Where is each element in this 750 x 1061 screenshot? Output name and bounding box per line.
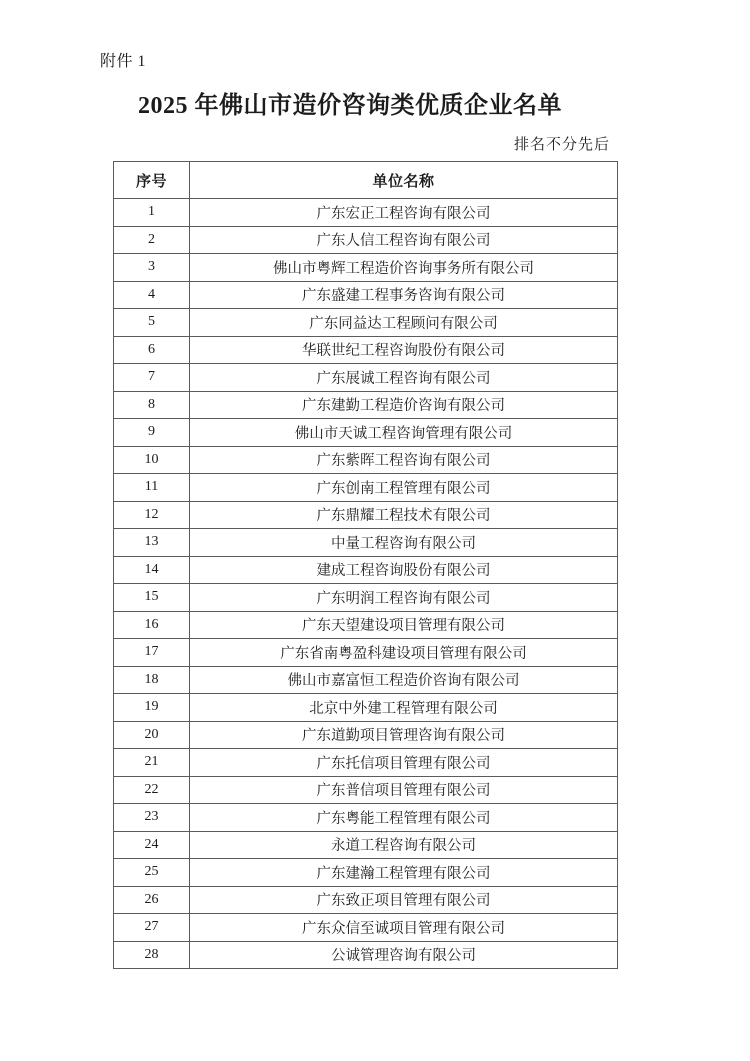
table-row: [114, 831, 618, 859]
row-index-cell: 17: [114, 639, 190, 667]
row-index-cell: 28: [114, 941, 190, 969]
table-row: [114, 639, 618, 667]
table-row: [114, 556, 618, 584]
company-name-cell: 广东宏正工程咨询有限公司: [190, 199, 618, 227]
table-row: [114, 804, 618, 832]
table-row: [114, 749, 618, 777]
row-index-cell: 23: [114, 804, 190, 832]
company-name-cell: 广东明润工程咨询有限公司: [190, 584, 618, 612]
row-index-cell: 24: [114, 831, 190, 859]
company-name-cell: 广东天望建设项目管理有限公司: [190, 611, 618, 639]
ranking-note: 排名不分先后: [513, 137, 610, 153]
table-row: [114, 281, 618, 309]
table-row: [114, 721, 618, 749]
table-row: [114, 419, 618, 447]
table-row: [114, 859, 618, 887]
row-index-cell: 13: [114, 529, 190, 557]
row-index-cell: 19: [114, 694, 190, 722]
company-name-cell: 广东人信工程咨询有限公司: [190, 226, 618, 254]
table-row: [114, 611, 618, 639]
table-row: [114, 776, 618, 804]
company-name-cell: 公诚管理咨询有限公司: [190, 941, 618, 969]
table-row: [114, 474, 618, 502]
row-index-cell: 8: [114, 391, 190, 419]
company-name-cell: 建成工程咨询股份有限公司: [190, 556, 618, 584]
row-index-cell: 2: [114, 226, 190, 254]
company-name-cell: 广东盛建工程事务咨询有限公司: [190, 281, 618, 309]
table-row: [114, 226, 618, 254]
company-name-cell: 广东创南工程管理有限公司: [190, 474, 618, 502]
row-index-cell: 11: [114, 474, 190, 502]
company-name-cell: 华联世纪工程咨询股份有限公司: [190, 336, 618, 364]
company-name-cell: 佛山市粤辉工程造价咨询事务所有限公司: [190, 254, 618, 282]
company-name-cell: 广东鼎耀工程技术有限公司: [190, 501, 618, 529]
row-index-cell: 16: [114, 611, 190, 639]
table-row: [114, 309, 618, 337]
row-index-cell: 21: [114, 749, 190, 777]
table-row: [114, 501, 618, 529]
company-name-cell: 广东同益达工程顾问有限公司: [190, 309, 618, 337]
company-table-header: [114, 162, 618, 199]
row-index-cell: 20: [114, 721, 190, 749]
company-name-cell: 广东普信项目管理有限公司: [190, 776, 618, 804]
company-name-cell: 广东紫晖工程咨询有限公司: [190, 446, 618, 474]
company-name-cell: 广东展诚工程咨询有限公司: [190, 364, 618, 392]
table-row: [114, 391, 618, 419]
header-row: [114, 162, 618, 199]
company-name-cell: 广东众信至诚项目管理有限公司: [190, 914, 618, 942]
company-name-cell: 广东建勤工程造价咨询有限公司: [190, 391, 618, 419]
company-name-cell: 北京中外建工程管理有限公司: [190, 694, 618, 722]
company-name-cell: 广东粤能工程管理有限公司: [190, 804, 618, 832]
row-index-cell: 1: [114, 199, 190, 227]
row-index-cell: 3: [114, 254, 190, 282]
company-table: [113, 161, 618, 969]
row-index-cell: 25: [114, 859, 190, 887]
row-index-cell: 9: [114, 419, 190, 447]
company-name-cell: 广东道勤项目管理咨询有限公司: [190, 721, 618, 749]
row-index-cell: 22: [114, 776, 190, 804]
company-name-cell: 永道工程咨询有限公司: [190, 831, 618, 859]
header-cell-index: 序号: [114, 162, 190, 199]
row-index-cell: 6: [114, 336, 190, 364]
row-index-cell: 10: [114, 446, 190, 474]
page-title: 2025 年佛山市造价咨询类优质企业名单: [138, 93, 562, 119]
company-name-cell: 广东致正项目管理有限公司: [190, 886, 618, 914]
company-name-cell: 广东省南粤盈科建设项目管理有限公司: [190, 639, 618, 667]
company-name-cell: 广东托信项目管理有限公司: [190, 749, 618, 777]
company-name-cell: 广东建瀚工程管理有限公司: [190, 859, 618, 887]
row-index-cell: 18: [114, 666, 190, 694]
table-row: [114, 694, 618, 722]
row-index-cell: 12: [114, 501, 190, 529]
table-row: [114, 446, 618, 474]
row-index-cell: 5: [114, 309, 190, 337]
row-index-cell: 14: [114, 556, 190, 584]
company-table-body: [114, 199, 618, 969]
table-row: [114, 666, 618, 694]
table-row: [114, 941, 618, 969]
row-index-cell: 27: [114, 914, 190, 942]
table-row: [114, 914, 618, 942]
row-index-cell: 4: [114, 281, 190, 309]
company-name-cell: 佛山市嘉富恒工程造价咨询有限公司: [190, 666, 618, 694]
table-row: [114, 584, 618, 612]
table-row: [114, 886, 618, 914]
company-name-cell: 佛山市天诚工程咨询管理有限公司: [190, 419, 618, 447]
table-row: [114, 336, 618, 364]
row-index-cell: 26: [114, 886, 190, 914]
attachment-label: 附件 1: [100, 53, 147, 70]
table-row: [114, 364, 618, 392]
header-cell-company-name: 单位名称: [190, 162, 618, 199]
table-row: [114, 529, 618, 557]
company-name-cell: 中量工程咨询有限公司: [190, 529, 618, 557]
table-row: [114, 199, 618, 227]
table-row: [114, 254, 618, 282]
row-index-cell: 15: [114, 584, 190, 612]
row-index-cell: 7: [114, 364, 190, 392]
